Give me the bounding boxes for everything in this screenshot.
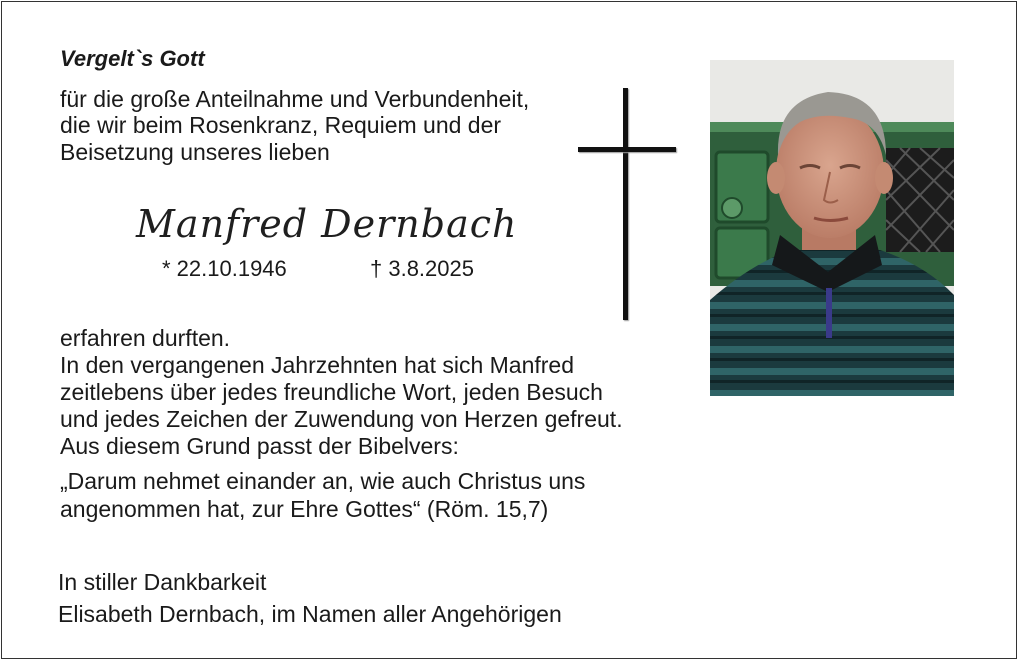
deceased-name: Manfred Dernbach [136,202,518,246]
intro-line-2: die wir beim Rosenkranz, Requiem und der [60,112,502,138]
bible-verse-line-1: „Darum nehmet einander an, wie auch Christus uns [60,468,586,494]
card-title: Vergelt`s Gott [60,46,205,71]
memorial-card [1,1,1017,659]
death-date: † 3.8.2025 [370,256,474,281]
signature-line: Elisabeth Dernbach, im Namen aller Angehörigen [58,601,562,627]
body-line-1: erfahren durften. [60,325,231,351]
intro-line-3: Beisetzung unseres lieben [60,139,330,165]
cross-icon-bar [578,147,676,152]
body-line-3: zeitlebens über jedes freundliche Wort, jeden Besuch [60,379,603,405]
body-line-4: und jedes Zeichen der Zuwendung von Herzen gefreut. [60,406,623,432]
portrait-image [710,60,954,396]
cross-icon [623,88,628,320]
body-line-2: In den vergangenen Jahrzehnten hat sich Manfred [60,352,575,378]
birth-date: * 22.10.1946 [162,256,287,281]
closing-line-1: In stiller Dankbarkeit [58,569,267,595]
bible-verse-line-2: angenommen hat, zur Ehre Gottes“ (Röm. 15,7) [60,496,549,522]
body-line-5: Aus diesem Grund passt der Bibelvers: [60,433,459,459]
intro-line-1: für die große Anteilnahme und Verbundenheit, [60,86,530,112]
portrait-photo [710,60,954,396]
